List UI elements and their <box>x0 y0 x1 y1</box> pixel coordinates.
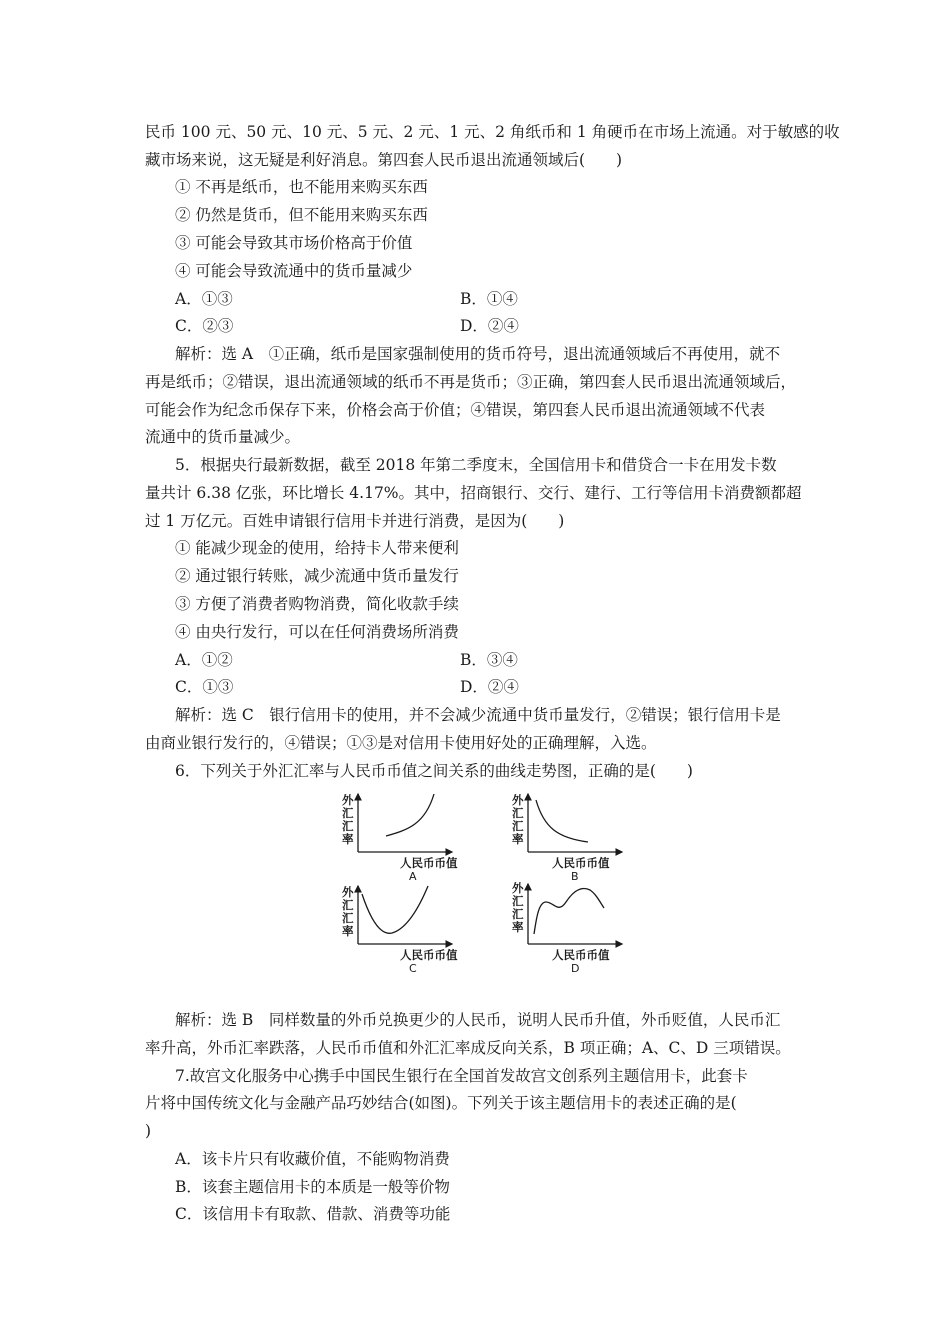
choice-b: B．该套主题信用卡的本质是一般等价物 <box>175 1178 450 1196</box>
option-line: ② 仍然是货币，但不能用来购买东西 <box>175 206 428 224</box>
choice-d: D．②④ <box>460 678 519 696</box>
option-line: ③ 可能会导致其市场价格高于价值 <box>175 234 413 252</box>
ylabel-char: 率 <box>342 924 354 938</box>
panel-caption: D <box>571 962 580 975</box>
ylabel-char: 汇 <box>512 806 524 820</box>
choice-a: A．①③ <box>175 290 233 308</box>
option-line: ③ 方便了消费者购物消费，简化收款手续 <box>175 595 459 613</box>
ylabel-char: 外 <box>512 793 524 807</box>
ylabel-char: 汇 <box>342 819 354 833</box>
ylabel-char: 外 <box>512 881 524 895</box>
ylabel-char: 外 <box>342 885 354 899</box>
choice-c: C．①③ <box>175 678 234 696</box>
choice-a: A．该卡片只有收藏价值，不能购物消费 <box>175 1150 450 1168</box>
panel-caption: A <box>409 870 417 883</box>
question-line: 量共计 6.38 亿张，环比增长 4.17%。其中，招商银行、交行、建行、工行等信用卡消费额都超 <box>145 484 802 502</box>
option-line: ④ 可能会导致流通中的货币量减少 <box>175 262 413 280</box>
explanation-line: 流通中的货币量减少。 <box>145 428 301 446</box>
option-line: ① 不再是纸币，也不能用来购买东西 <box>175 178 428 196</box>
question-line: 6．下列关于外汇汇率与人民币币值之间关系的曲线走势图，正确的是( ) <box>175 762 693 780</box>
ylabel-char: 汇 <box>512 819 524 833</box>
exchange-rate-figure <box>330 790 630 975</box>
ylabel-char: 汇 <box>512 907 524 921</box>
explanation-line: 率升高，外币汇率跌落，人民币币值和外汇汇率成反向关系，B 项正确；A、C、D 三项错误。 <box>145 1039 791 1057</box>
x-axis-label: 人民币币值 <box>552 948 610 962</box>
curve-u-shape <box>362 886 428 933</box>
panel-a <box>342 793 458 883</box>
explanation-line: 解析：选 B 同样数量的外币兑换更少的人民币，说明人民币升值，外币贬值，人民币汇 <box>175 1011 781 1029</box>
curve-rising <box>386 794 434 836</box>
explanation-line: 解析：选 C 银行信用卡的使用，并不会减少流通中货币量发行，②错误；银行信用卡是 <box>175 706 781 724</box>
option-line: ② 通过银行转账，减少流通中货币量发行 <box>175 567 459 585</box>
choice-c: C．②③ <box>175 317 234 335</box>
question-line: 5．根据央行最新数据，截至 2018 年第二季度末，全国信用卡和借贷合一卡在用发卡数 <box>175 456 777 474</box>
ylabel-char: 率 <box>512 832 524 846</box>
question-line: 过 1 万亿元。百姓申请银行信用卡并进行消费，是因为( ) <box>145 512 565 530</box>
ylabel-char: 率 <box>342 832 354 846</box>
panel-caption: B <box>571 870 579 883</box>
question-line: 7.故宫文化服务中心携手中国民生银行在全国首发故宫文创系列主题信用卡，此套卡 <box>175 1067 748 1085</box>
x-axis-label: 人民币币值 <box>552 856 610 870</box>
x-axis-label: 人民币币值 <box>400 948 458 962</box>
choice-d: D．②④ <box>460 317 519 335</box>
ylabel-char: 外 <box>342 793 354 807</box>
panel-b <box>512 793 622 883</box>
explanation-line: 可能会作为纪念币保存下来，价格会高于价值；④错误，第四套人民币退出流通领域不代表 <box>145 401 766 419</box>
text-line: 民币 100 元、50 元、10 元、5 元、2 元、1 元、2 角纸币和 1 角硬币在市场上流通。对于敏感的收 <box>145 123 840 141</box>
option-line: ④ 由央行发行，可以在任何消费场所消费 <box>175 623 459 641</box>
option-line: ① 能减少现金的使用，给持卡人带来便利 <box>175 539 459 557</box>
explanation-line: 由商业银行发行的，④错误；①③是对信用卡使用好处的正确理解，入选。 <box>145 734 657 752</box>
ylabel-char: 汇 <box>512 894 524 908</box>
explanation-line: 再是纸币；②错误，退出流通领域的纸币不再是货币；③正确，第四套人民币退出流通领域后， <box>145 373 797 391</box>
choice-b: B．③④ <box>460 651 518 669</box>
curve-falling <box>536 800 588 842</box>
ylabel-char: 汇 <box>342 898 354 912</box>
question-line: 片将中国传统文化与金融产品巧妙结合(如图)。下列关于该主题信用卡的表述正确的是( <box>145 1094 737 1112</box>
choice-b: B．①④ <box>460 290 518 308</box>
panel-d <box>512 881 622 975</box>
choice-c: C．该信用卡有取款、借款、消费等功能 <box>175 1205 451 1223</box>
panel-caption: C <box>409 962 417 975</box>
curve-inverted-u <box>534 889 604 935</box>
text-line: 藏市场来说，这无疑是利好消息。第四套人民币退出流通领域后( ) <box>145 151 623 169</box>
figure-svg <box>330 790 630 975</box>
explanation-line: 解析：选 A ①正确，纸币是国家强制使用的货币符号，退出流通领域后不再使用，就不 <box>175 345 781 363</box>
ylabel-char: 汇 <box>342 806 354 820</box>
ylabel-char: 率 <box>512 920 524 934</box>
choice-a: A．①② <box>175 651 233 669</box>
ylabel-char: 汇 <box>342 911 354 925</box>
question-line: ) <box>145 1122 152 1140</box>
x-axis-label: 人民币币值 <box>400 856 458 870</box>
panel-c <box>342 885 458 975</box>
